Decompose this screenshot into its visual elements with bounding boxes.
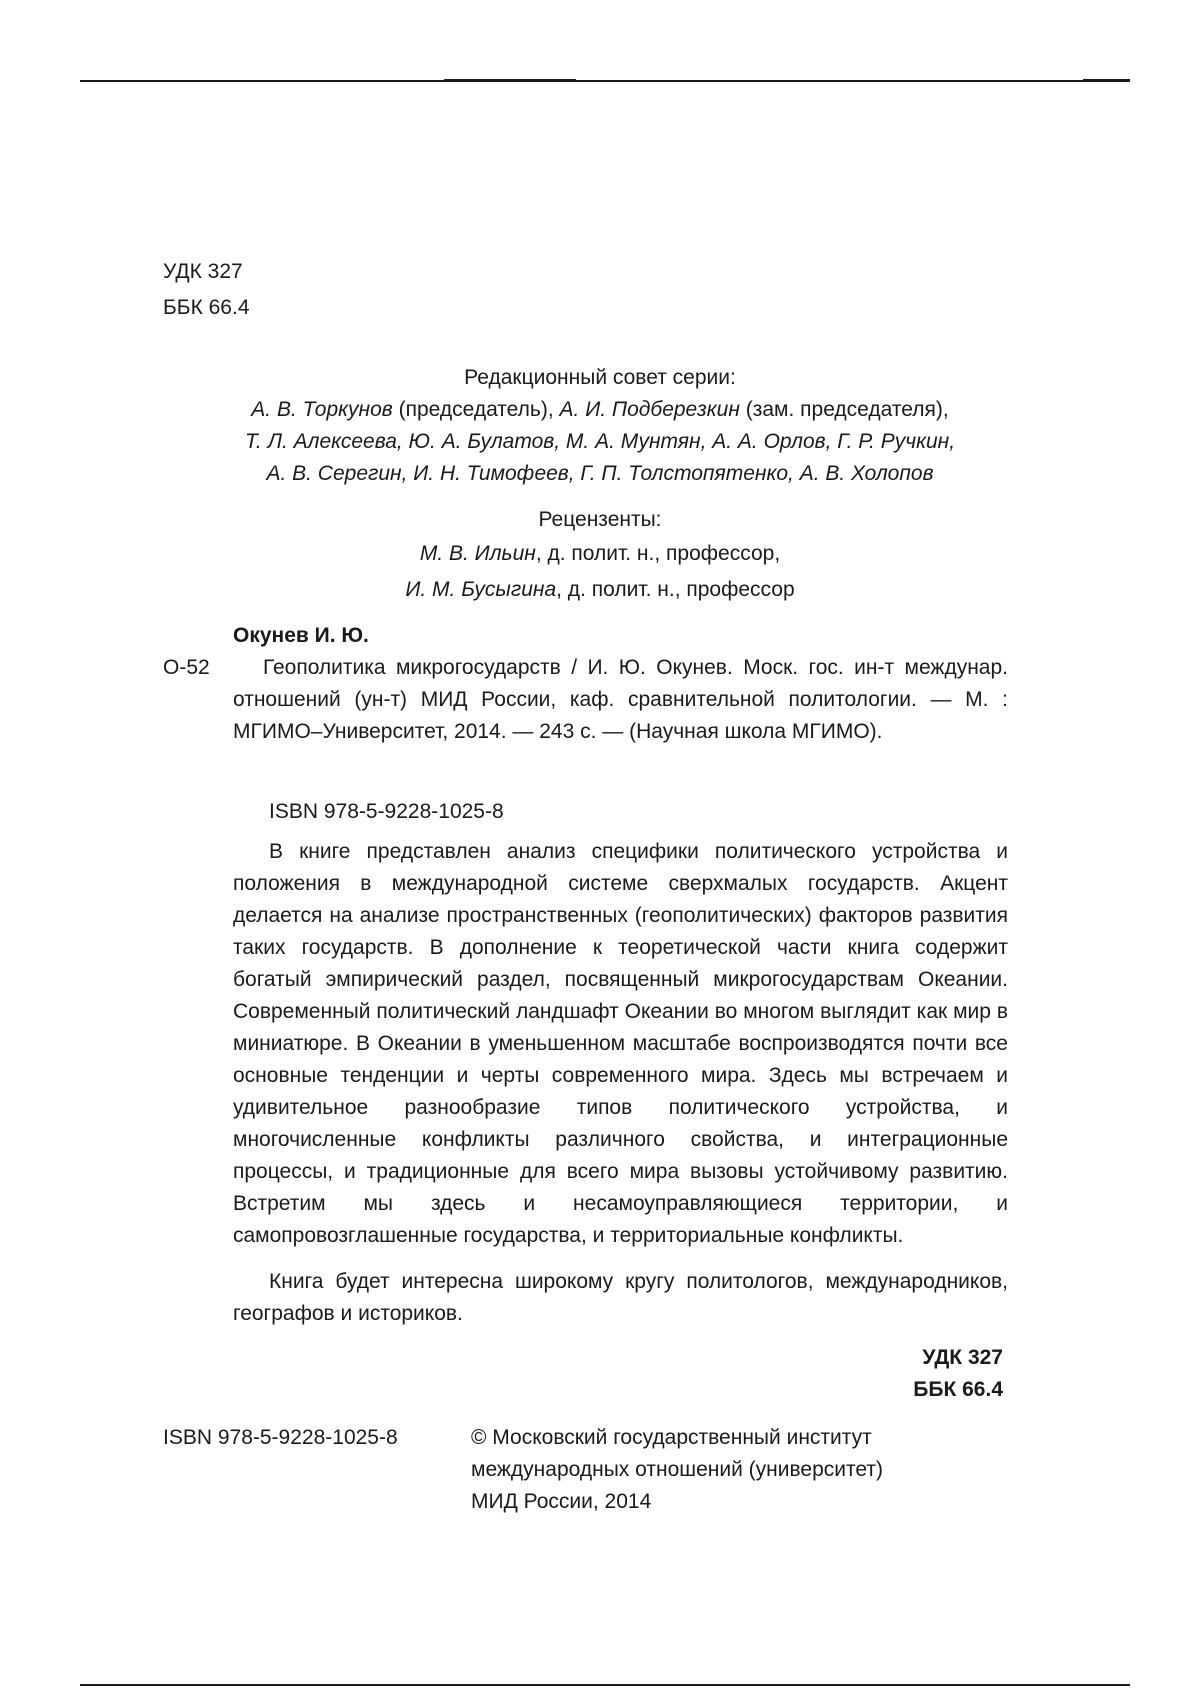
chairman-role: (председатель),: [392, 398, 560, 421]
top-rule-accent-center: [444, 79, 576, 82]
reviewer-2: [160, 574, 1040, 606]
top-rule-accent-right: [1083, 79, 1130, 82]
editorial-board-line-3: А. В. Серегин, И. Н. Тимофеев, Г. П. Толстопятенко, А. В. Холопов: [266, 462, 934, 485]
annotation-paragraph-2: Книга будет интересна широкому кругу политологов, международников, географов и историков.: [233, 1270, 1008, 1325]
reviewer-1: [160, 538, 1040, 570]
reviewer-2-name: И. М. Бусыгина: [405, 578, 557, 601]
deputy-chairman-name: А. И. Подберезкин: [559, 398, 740, 421]
copyright-isbn: ISBN 978-5-9228-1025-8: [163, 1426, 398, 1449]
udk-code: УДК 327: [163, 260, 243, 283]
editorial-board-line-1: [160, 394, 1040, 426]
bottom-rule: [80, 1684, 1130, 1686]
catalog-description: Геополитика микрогосударств / И. Ю. Окунев. Моск. гос. ин-т междунар. отношений (ун-т) МИД России, каф. сравнительной политологии. — М. : МГИМО–Университет, 2014. — 243 с. — (Научная школа МГИМО).: [233, 656, 1008, 743]
copyright-line-1: © Московский государственный институт: [471, 1426, 872, 1449]
reviewer-1-role: , д. полит. н., профессор,: [535, 542, 781, 565]
catalog-isbn: ISBN 978-5-9228-1025-8: [269, 800, 504, 823]
bbk-code: ББК 66.4: [163, 296, 250, 319]
copyright-line-2: международных отношений (университет): [471, 1458, 883, 1481]
editorial-board-line-2: Т. Л. Алексеева, Ю. А. Булатов, М. А. Мунтян, А. А. Орлов, Г. Р. Ручкин,: [244, 430, 956, 453]
top-rule: [80, 80, 1130, 82]
footer-bbk-code: ББК 66.4: [913, 1378, 1003, 1401]
footer-udk-code: УДК 327: [922, 1346, 1003, 1369]
reviewers: [160, 504, 1040, 606]
reviewer-1-name: М. В. Ильин: [419, 542, 536, 565]
reviewer-2-role: , д. полит. н., профессор: [556, 578, 795, 601]
editorial-board-heading: Редакционный совет серии:: [464, 366, 736, 389]
copyright-notice: [471, 1422, 883, 1518]
editorial-board: [160, 362, 1040, 490]
reviewers-heading: Рецензенты:: [538, 508, 662, 531]
copyright-line-3: МИД России, 2014: [471, 1490, 652, 1513]
deputy-chairman-role: (зам. председателя),: [739, 398, 949, 421]
annotation-paragraph-1: В книге представлен анализ специфики политического устройства и положения в международной системе сверхмалых государств. Акцент делается на анализе пространственных (геополитических) факторов развития таких государств. В дополнение к теоретической части книга содержит богатый эмпирический раздел, посвященный микрогосударствам Океании. Современный политический ландшафт Океании во многом выглядит как мир в миниатюре. В Океании в уменьшенном масштабе воспроизводятся почти все основные тенденции и черты современного мира. Здесь мы встречаем и удивительное разнообразие типов политического устройства, и многочисленные конфликты различного свойства, и интеграционные процессы, и традиционные для всего мира вызовы устойчивому развитию. Встретим мы здесь и несамоуправляющиеся территории, и самопровозглашенные государства, и территориальные конфликты.: [233, 840, 1008, 1247]
catalog-code: О-52: [163, 656, 210, 679]
author-heading: Окунев И. Ю.: [233, 624, 369, 647]
chairman-name: А. В. Торкунов: [251, 398, 393, 421]
